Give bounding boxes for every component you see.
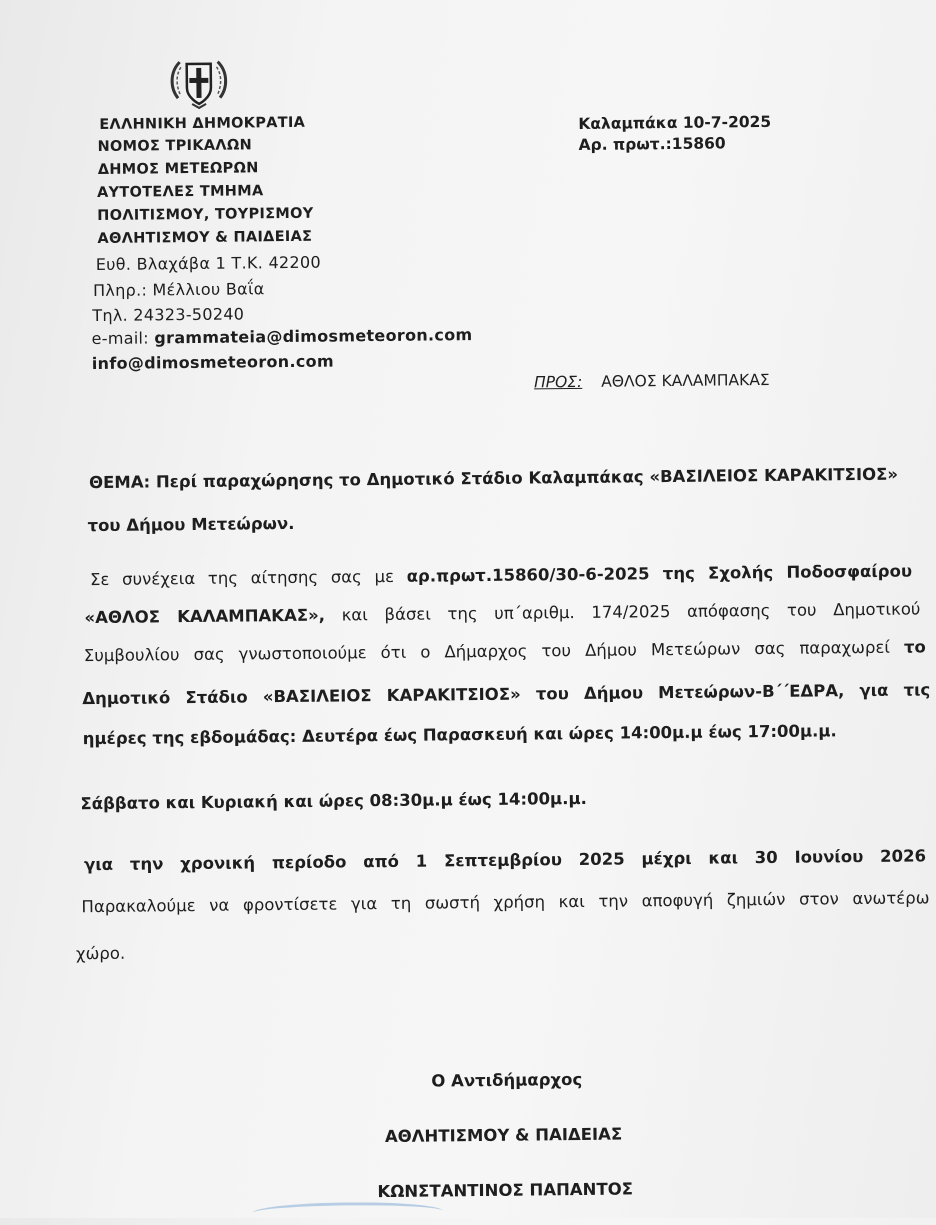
- header-line: ΑΘΛΗΤΙΣΜΟΥ & ΠΑΙΔΕΙΑΣ: [97, 228, 313, 247]
- header-line: ΕΛΛΗΝΙΚΗ ΔΗΜΟΚΡΑΤΙΑ: [99, 114, 306, 133]
- body-paragraph-line: [84, 599, 920, 627]
- subject-line-1: ΘΕΜΑ: Περί παραχώρησης το Δημοτικό Στάδιο Καλαμπάκας «ΒΑΣΙΛΕΙΟΣ ΚΑΡΑΚΙΤΣΙΟΣ»: [88, 464, 899, 493]
- request-line-end: χώρο.: [75, 943, 126, 964]
- header-line: ΝΟΜΟΣ ΤΡΙΚΑΛΩΝ: [97, 137, 253, 155]
- body-text: Σε συνέχεια της αίτησης σας με: [89, 566, 407, 590]
- contact-person: Πληρ.: Μέλλιου Βαΐα: [92, 279, 265, 301]
- email-label: e-mail:: [91, 328, 155, 349]
- weekend-schedule: Σάββατο και Κυριακή και ώρες 08:30μ.μ έως 14:00μ.μ.: [80, 788, 587, 814]
- greek-coat-of-arms-icon: [168, 54, 231, 113]
- place-date: Καλαμπάκα 10-7-2025: [578, 112, 772, 133]
- signatory-department: ΑΘΛΗΤΙΣΜΟΥ & ΠΑΙΔΕΙΑΣ: [384, 1124, 623, 1147]
- header-line: ΔΗΜΟΣ ΜΕΤΕΩΡΩΝ: [97, 160, 259, 178]
- protocol-reference: αρ.πρωτ.15860/30-6-2025 της Σχολής Ποδοσφαίρου: [406, 561, 913, 586]
- body-paragraph-line: [90, 561, 912, 589]
- period-line: για την χρονική περίοδο από 1 Σεπτεμβρίου 2025 μέχρι και 30 Ιουνίου 2026: [83, 846, 927, 875]
- body-text: και βάσει της υπ΄αριθμ. 174/2025 απόφασης του Δημοτικού: [324, 599, 921, 625]
- request-line: Παρακαλούμε να φροντίσετε για τη σωστή χρήση και την αποφυγή ζημιών στον ανωτέρω: [81, 888, 930, 917]
- body-text: Συμβουλίου σας γνωστοποιούμε ότι ο Δήμαρχος του Δήμου Μετεώρων σας παραχωρεί: [83, 637, 905, 666]
- header-line: ΑΥΤΟΤΕΛΕΣ ΤΜΗΜΑ: [96, 183, 264, 201]
- recipient: [534, 370, 770, 392]
- signatory-title: Ο Αντιδήμαρχος: [431, 1069, 583, 1091]
- email-address-primary: grammateia@dimosmeteoron.com: [154, 325, 473, 348]
- weekday-schedule: ημέρες της εβδομάδας: Δευτέρα έως Παρασκευή και ώρες 14:00μ.μ έως 17:00μ.μ.: [82, 721, 837, 749]
- address: Ευθ. Βλαχάβα 1 Τ.Κ. 42200: [95, 252, 322, 275]
- email-line: [91, 325, 472, 349]
- recipient-name: ΑΘΛΟΣ ΚΑΛΑΜΠΑΚΑΣ: [601, 370, 770, 391]
- school-name: «ΑΘΛΟΣ ΚΑΛΑΜΠΑΚΑΣ»,: [84, 605, 326, 628]
- body-text-bold: το: [903, 637, 926, 657]
- email-address-secondary: info@dimosmeteoron.com: [91, 351, 334, 374]
- stamp-edge: [253, 1201, 443, 1222]
- body-paragraph-line: Δημοτικό Στάδιο «ΒΑΣΙΛΕΙΟΣ ΚΑΡΑΚΙΤΣΙΟΣ» του Δήμου Μετεώρων-Β΄΄ΕΔΡΑ, για τις: [82, 680, 931, 709]
- signatory-name: ΚΩΝΣΤΑΝΤΙΝΟΣ ΠΑΠΑΝΤΟΣ: [377, 1179, 634, 1202]
- protocol-number: Αρ. πρωτ.:15860: [578, 134, 726, 154]
- recipient-label: ΠΡΟΣ:: [533, 372, 583, 392]
- header-line: ΠΟΛΙΤΙΣΜΟΥ, ΤΟΥΡΙΣΜΟΥ: [97, 205, 314, 224]
- phone-number: Τηλ. 24323-50240: [92, 304, 245, 326]
- subject-line-2: του Δήμου Μετεώρων.: [87, 513, 295, 536]
- body-paragraph-line: [84, 637, 926, 665]
